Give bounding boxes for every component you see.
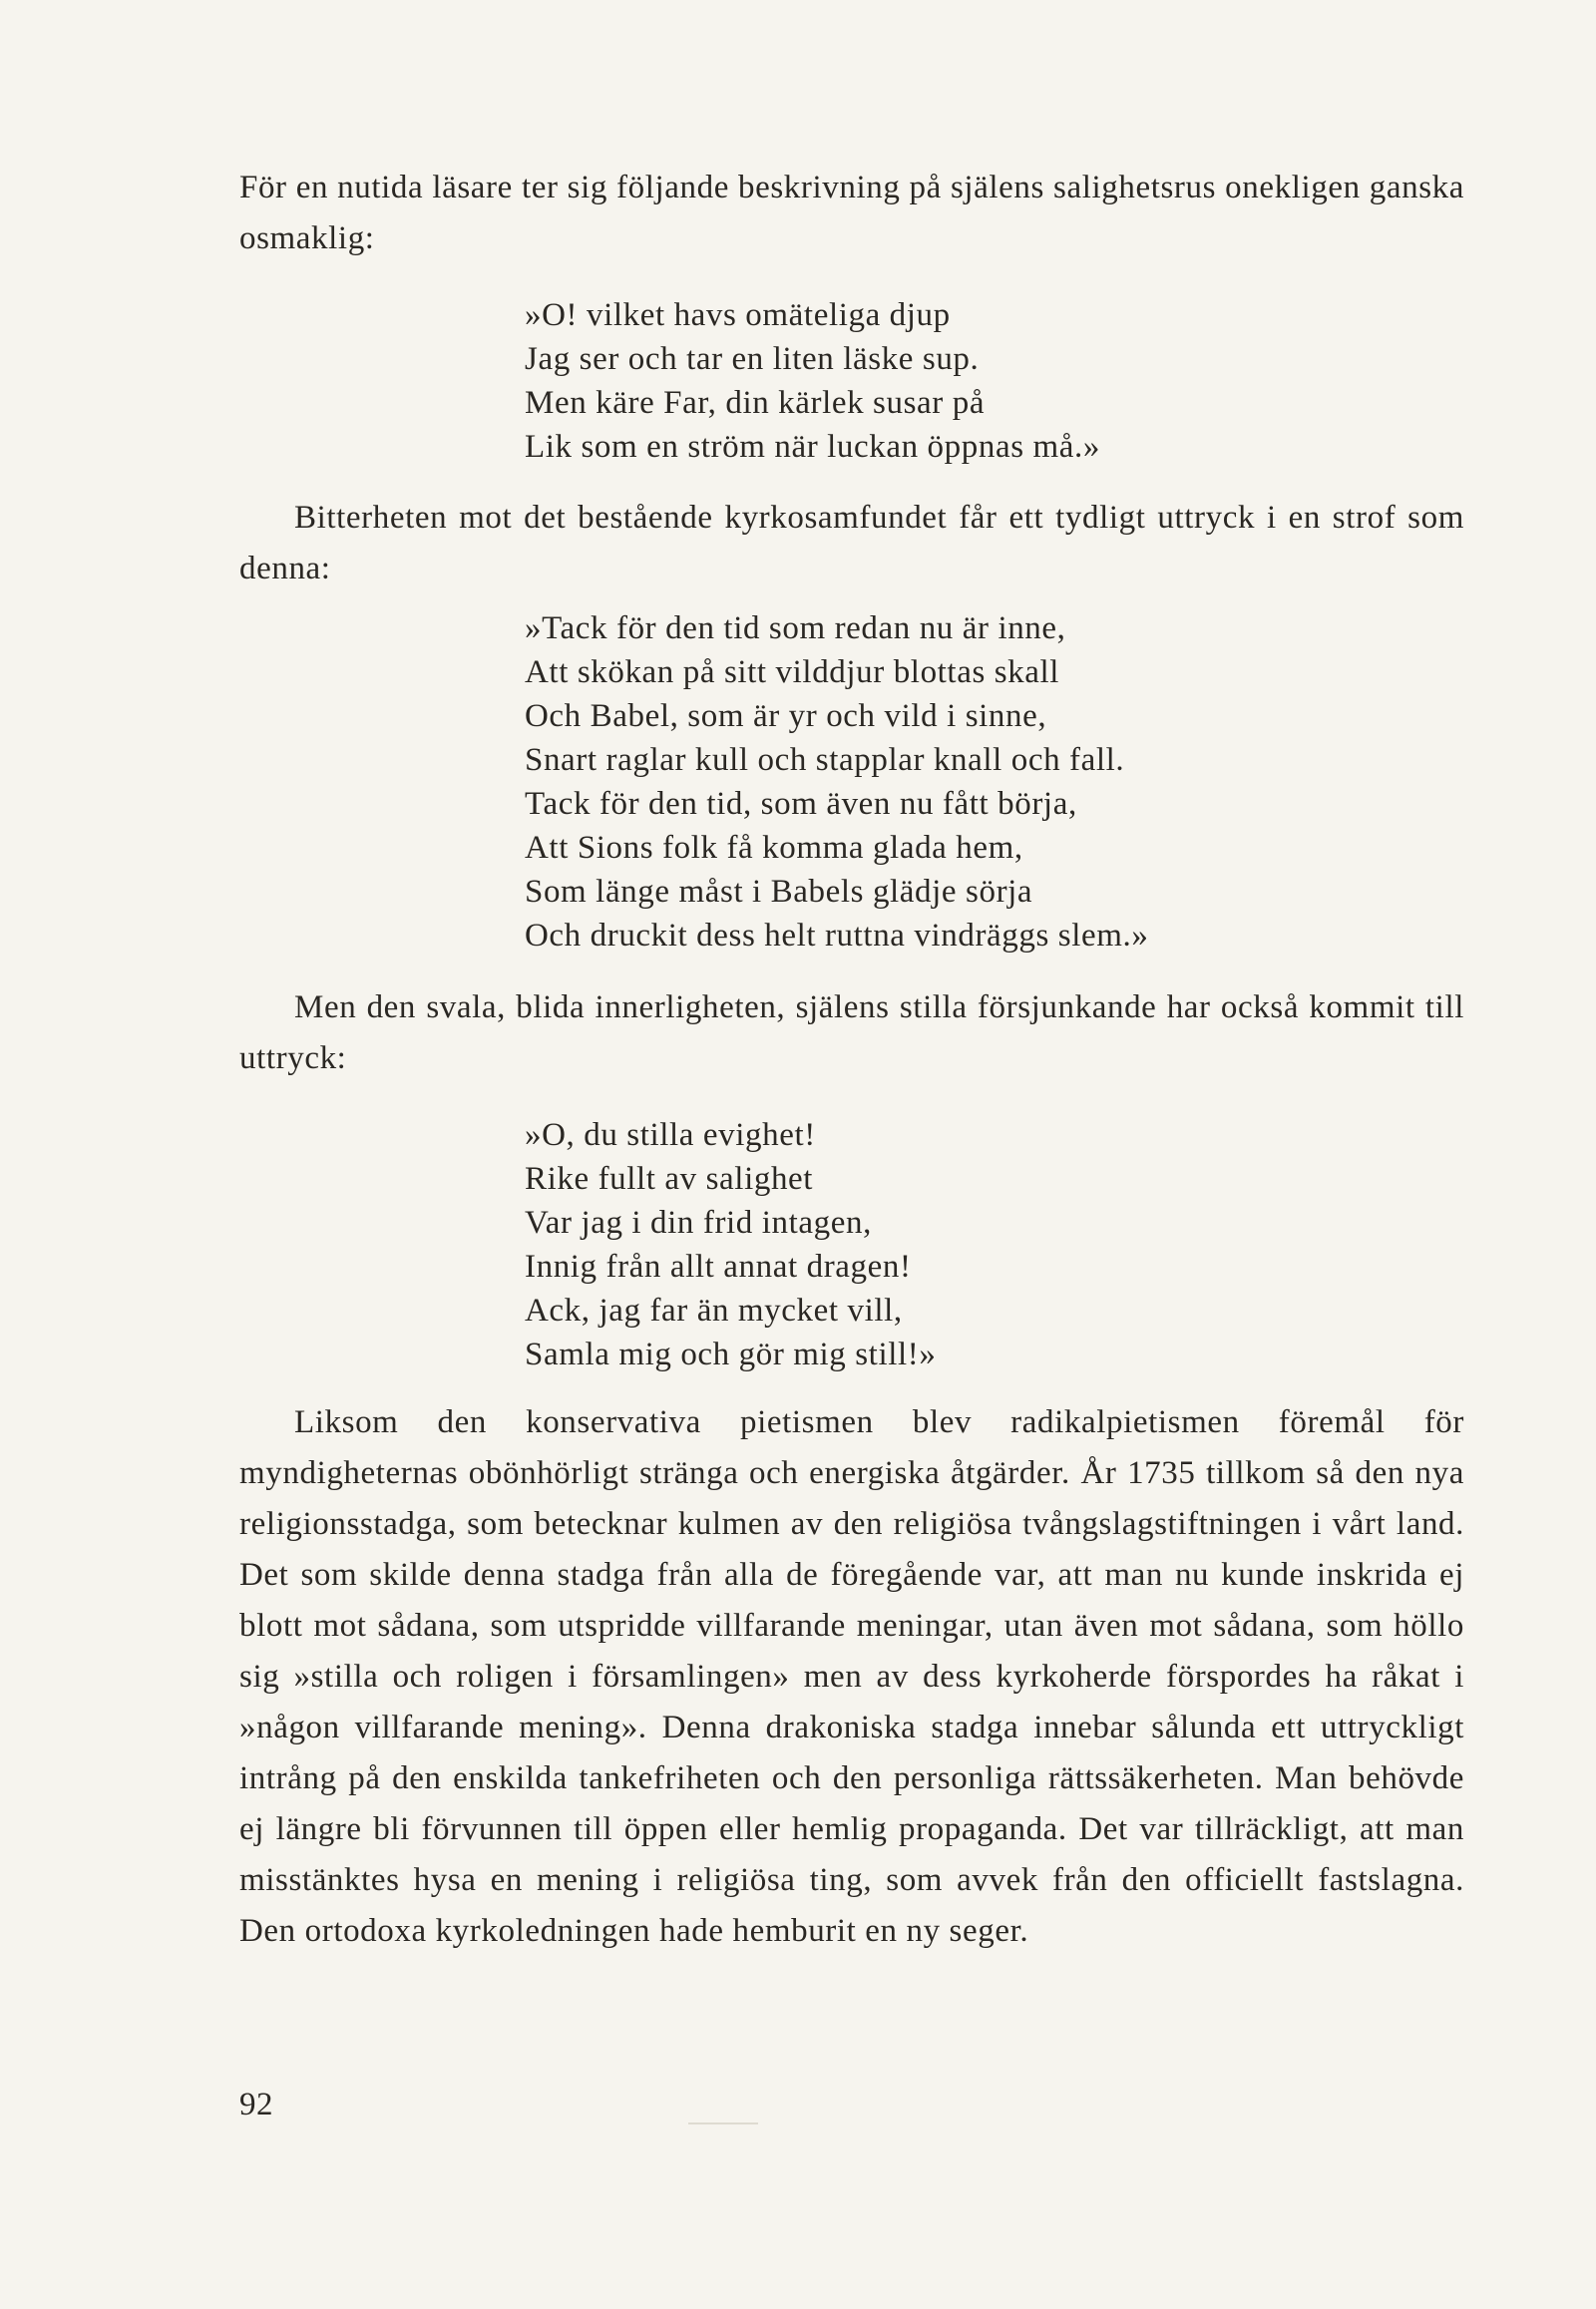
verse-line: Jag ser och tar en liten läske sup. xyxy=(525,341,980,377)
verse-line: Snart raglar kull och stapplar knall och fall. xyxy=(525,742,1125,778)
paragraph-intro-osmaklig xyxy=(239,163,1464,264)
verse-line: »Tack för den tid som redan nu är inne, xyxy=(525,610,1066,646)
verse-line: Och druckit dess helt ruttna vindräggs slem.» xyxy=(525,918,1149,954)
verse-line: Att skökan på sitt vilddjur blottas skall xyxy=(525,654,1060,690)
paragraph-bitterheten xyxy=(239,493,1464,594)
verse-line: »O, du stilla evighet! xyxy=(525,1117,816,1153)
paragraph-text: Men den svala, blida innerligheten, själens stilla försjunkande har också kommit till uttryck: xyxy=(239,989,1464,1076)
paper-speck xyxy=(688,2122,758,2124)
paragraph-religionsstadga xyxy=(239,1397,1464,1957)
verse-line: Och Babel, som är yr och vild i sinne, xyxy=(525,698,1047,734)
paragraph-text: Liksom den konservativa pietismen blev radikalpietismen föremål för myndigheternas obönhörligt stränga och energiska åtgärder. År 1735 tillkom så den nya religionsstadga, som betecknar kulmen av den religiösa tvångslagstiftningen i vårt land. Det som skilde denna stadga från alla de föregående var, att man nu kunde inskrida ej blott mot sådana, som utspridde villfarande meningar, utan även mot sådana, som höllo sig »stilla och roligen i församlingen» men av dess kyrkoherde förspordes ha råkat i »någon villfarande mening». Denna drakoniska stadga innebar sålunda ett uttryckligt intrång på den enskilda tankefriheten och den personliga rättssäkerheten. Man behövde ej längre bli förvunnen till öppen eller hemlig propaganda. Det var tillräckligt, att man misstänktes hysa en mening i religiösa ting, som avvek från den officiellt fastslagna. Den ortodoxa kyrkoledningen hade hemburit en ny seger. xyxy=(239,1404,1464,1949)
paragraph-text: Bitterheten mot det bestående kyrkosamfundet får ett tydligt uttryck i en strof som denna: xyxy=(239,500,1464,586)
verse-line: Rike fullt av salighet xyxy=(525,1161,814,1197)
verse-line: Tack för den tid, som även nu fått börja, xyxy=(525,786,1077,822)
verse-stilla-evighet xyxy=(525,1113,936,1376)
verse-line: Var jag i din frid intagen, xyxy=(525,1205,872,1241)
paragraph-innerligheten xyxy=(239,982,1464,1084)
verse-line: »O! vilket havs omäteliga djup xyxy=(525,297,951,333)
paragraph-text: För en nutida läsare ter sig följande beskrivning på själens salighetsrus onekligen ganska osmaklig: xyxy=(239,170,1464,256)
verse-line: Samla mig och gör mig still!» xyxy=(525,1337,937,1372)
verse-line: Lik som en ström när luckan öppnas må.» xyxy=(525,429,1100,465)
verse-line: Som länge måst i Babels glädje sörja xyxy=(525,874,1033,910)
verse-line: Innig från allt annat dragen! xyxy=(525,1249,912,1285)
verse-tack-for-den-tid xyxy=(525,606,1148,958)
page-number: 92 xyxy=(239,2087,273,2122)
verse-line: Men käre Far, din kärlek susar på xyxy=(525,385,986,421)
verse-salighetsrus xyxy=(525,293,1100,469)
verse-line: Att Sions folk få komma glada hem, xyxy=(525,830,1023,866)
verse-line: Ack, jag far än mycket vill, xyxy=(525,1293,903,1329)
